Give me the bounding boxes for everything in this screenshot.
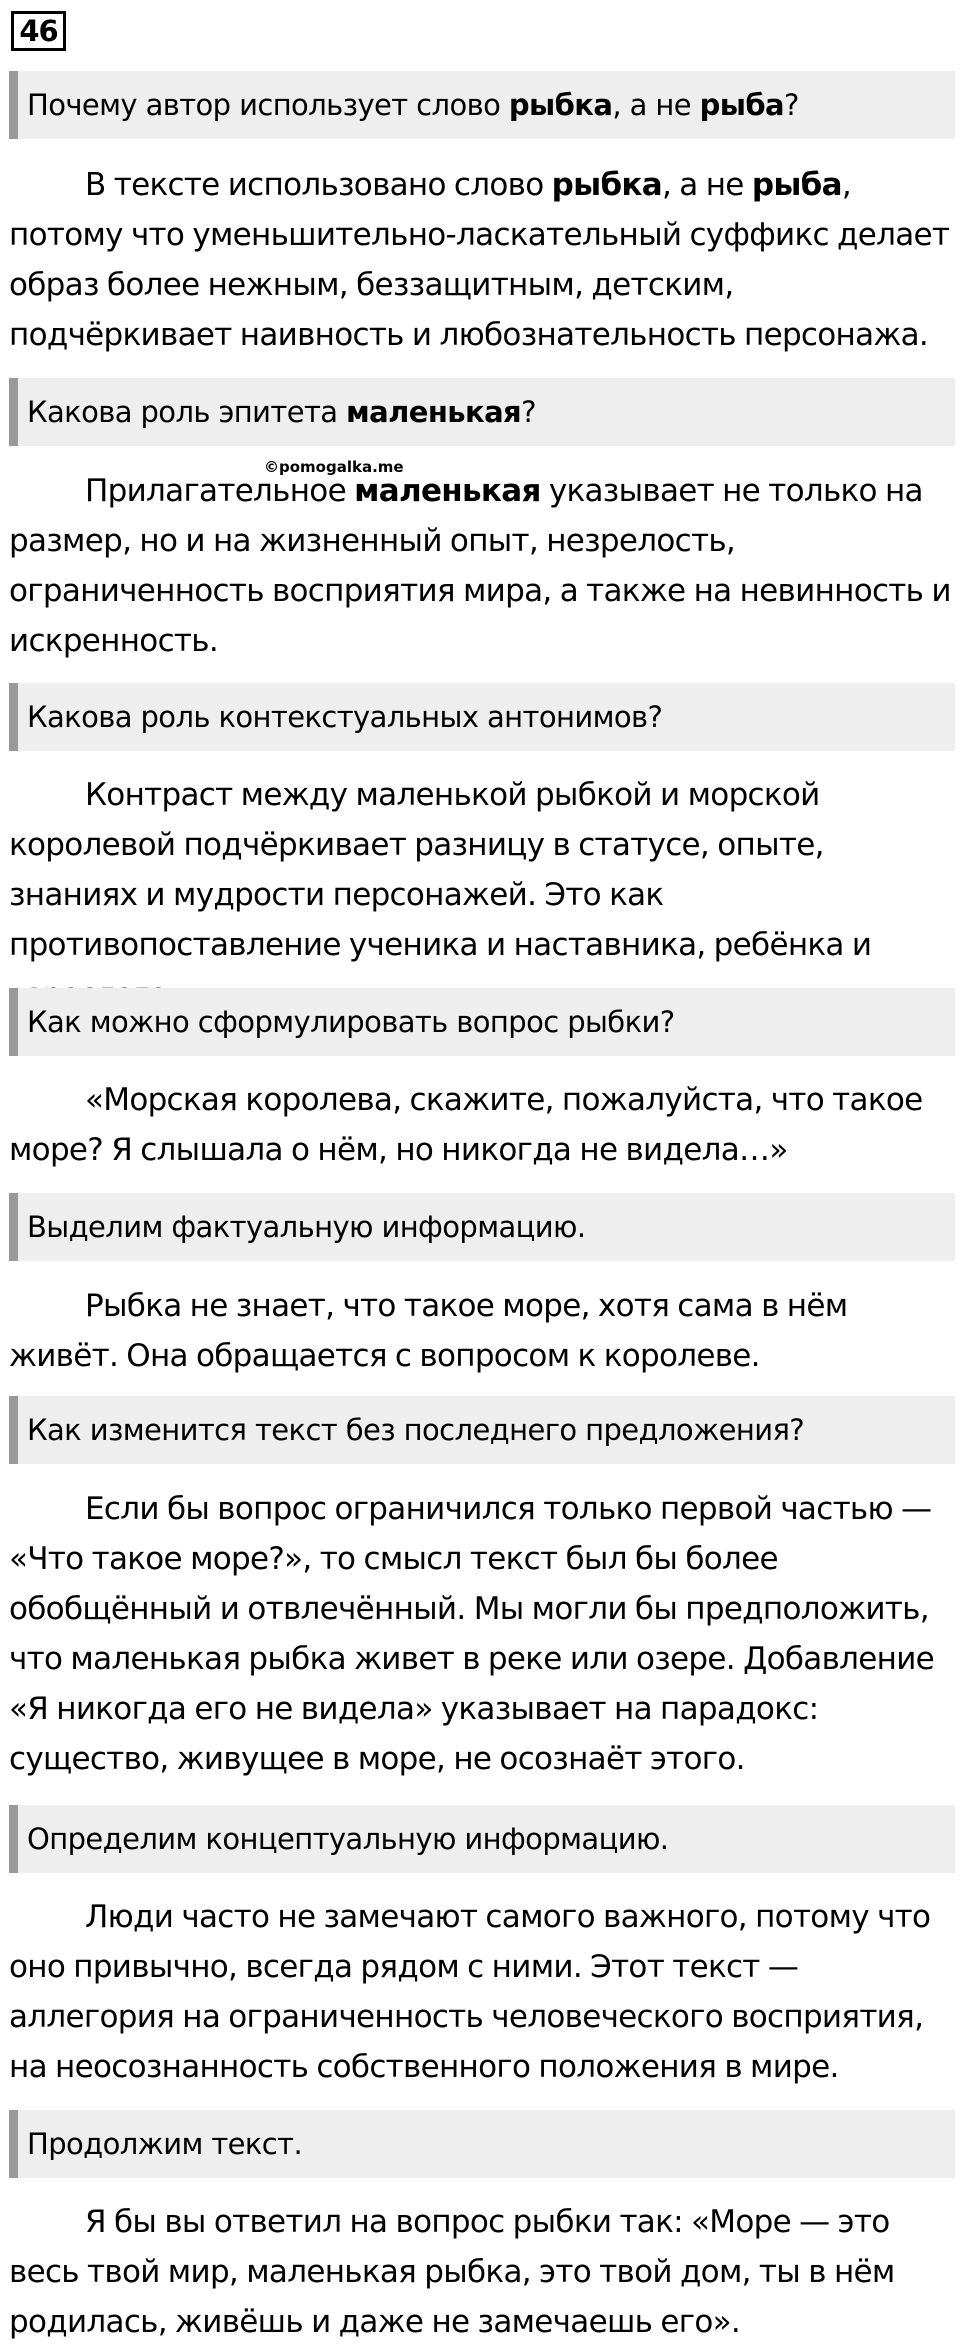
answer-text: , а не — [661, 167, 752, 203]
question-text: Продолжим текст. — [27, 2127, 303, 2161]
question-text: Выделим фактуальную информацию. — [27, 1210, 586, 1244]
answer-text: Люди часто не замечают самого важного, потому что оно привычно, всегда рядом с ними. Этот текст — аллегория на ограниченность человеческого восприятия, на неосознанность собственного положения в мире. — [9, 1899, 931, 2085]
question-bold-word: рыба — [699, 88, 784, 122]
answer-6 — [9, 1484, 955, 1784]
question-3 — [9, 683, 955, 751]
answer-bold-word: рыба — [751, 167, 842, 203]
question-5 — [9, 1193, 955, 1261]
question-1 — [9, 71, 955, 139]
question-text: Какова роль контекстуальных антонимов? — [27, 700, 663, 734]
question-4 — [9, 988, 955, 1056]
question-text: Почему автор использует слово — [27, 88, 509, 122]
answer-4 — [9, 1075, 955, 1175]
answer-3 — [9, 770, 955, 1020]
question-text: Как можно сформулировать вопрос рыбки? — [27, 1005, 675, 1039]
answer-7 — [9, 1892, 955, 2092]
answer-text: В тексте использовано слово — [85, 167, 552, 203]
question-7 — [9, 1805, 955, 1873]
answer-text: Я бы вы ответил на вопрос рыбки так: «Море — это весь твой мир, маленькая рыбка, это твой дом, ты в нём родилась, живёшь и даже не замечаешь его». — [9, 2204, 895, 2340]
answer-5 — [9, 1281, 955, 1381]
question-text: Как изменится текст без последнего предложения? — [27, 1413, 805, 1447]
question-text: ? — [521, 395, 536, 429]
question-bold-word: рыбка — [508, 88, 613, 122]
watermark: ©pomogalka.me — [264, 458, 404, 476]
question-bold-word: маленькая — [346, 395, 522, 429]
answer-bold-word: рыбка — [551, 167, 662, 203]
answer-text: «Морская королева, скажите, пожалуйста, что такое море? Я слышала о нём, но никогда не видела…» — [9, 1082, 923, 1168]
answer-8 — [9, 2197, 955, 2347]
page-number: 46 — [11, 11, 66, 51]
answer-text: Контраст между маленькой рыбкой и морской королевой подчёркивает разницу в статусе, опыте, знаниях и мудрости персонажей. Это как противопоставление ученика и наставника, ребёнка и — [9, 777, 872, 963]
answer-1 — [9, 160, 955, 360]
answer-text: , потому что уменьшительно-ласкательный суффикс делает образ более нежным, беззащитным, детским, подчёркивает наивность и любознательность персонажа. — [9, 167, 950, 353]
question-6 — [9, 1396, 955, 1464]
answer-bold-word: маленькая — [354, 473, 541, 509]
question-text: , а не — [612, 88, 700, 122]
question-text: Какова роль эпитета — [27, 395, 347, 429]
question-2 — [9, 378, 955, 446]
answer-2 — [9, 466, 955, 666]
question-8 — [9, 2110, 955, 2178]
question-text: Определим концептуальную информацию. — [27, 1822, 669, 1856]
answer-text: указывает не только на размер, но и на жизненный опыт, незрелость, ограниченность восприятия мира, а также на невинность и искренность. — [9, 473, 951, 659]
answer-text: Рыбка не знает, что такое море, хотя сама в нём живёт. Она обращается с вопросом к королеве. — [9, 1288, 848, 1374]
question-text: ? — [784, 88, 799, 122]
answer-text: Если бы вопрос ограничился только первой частью — «Что такое море?», то смысл текст был бы более обобщённый и отвлечённый. Мы могли бы предположить, что маленькая рыбка живет в реке или озере. Добавление «Я никогда его не видела» указывает на парадокс: существо, живущее в море, не осознаёт этого. — [9, 1491, 935, 1777]
answer-text: Прилагательное — [85, 473, 355, 509]
